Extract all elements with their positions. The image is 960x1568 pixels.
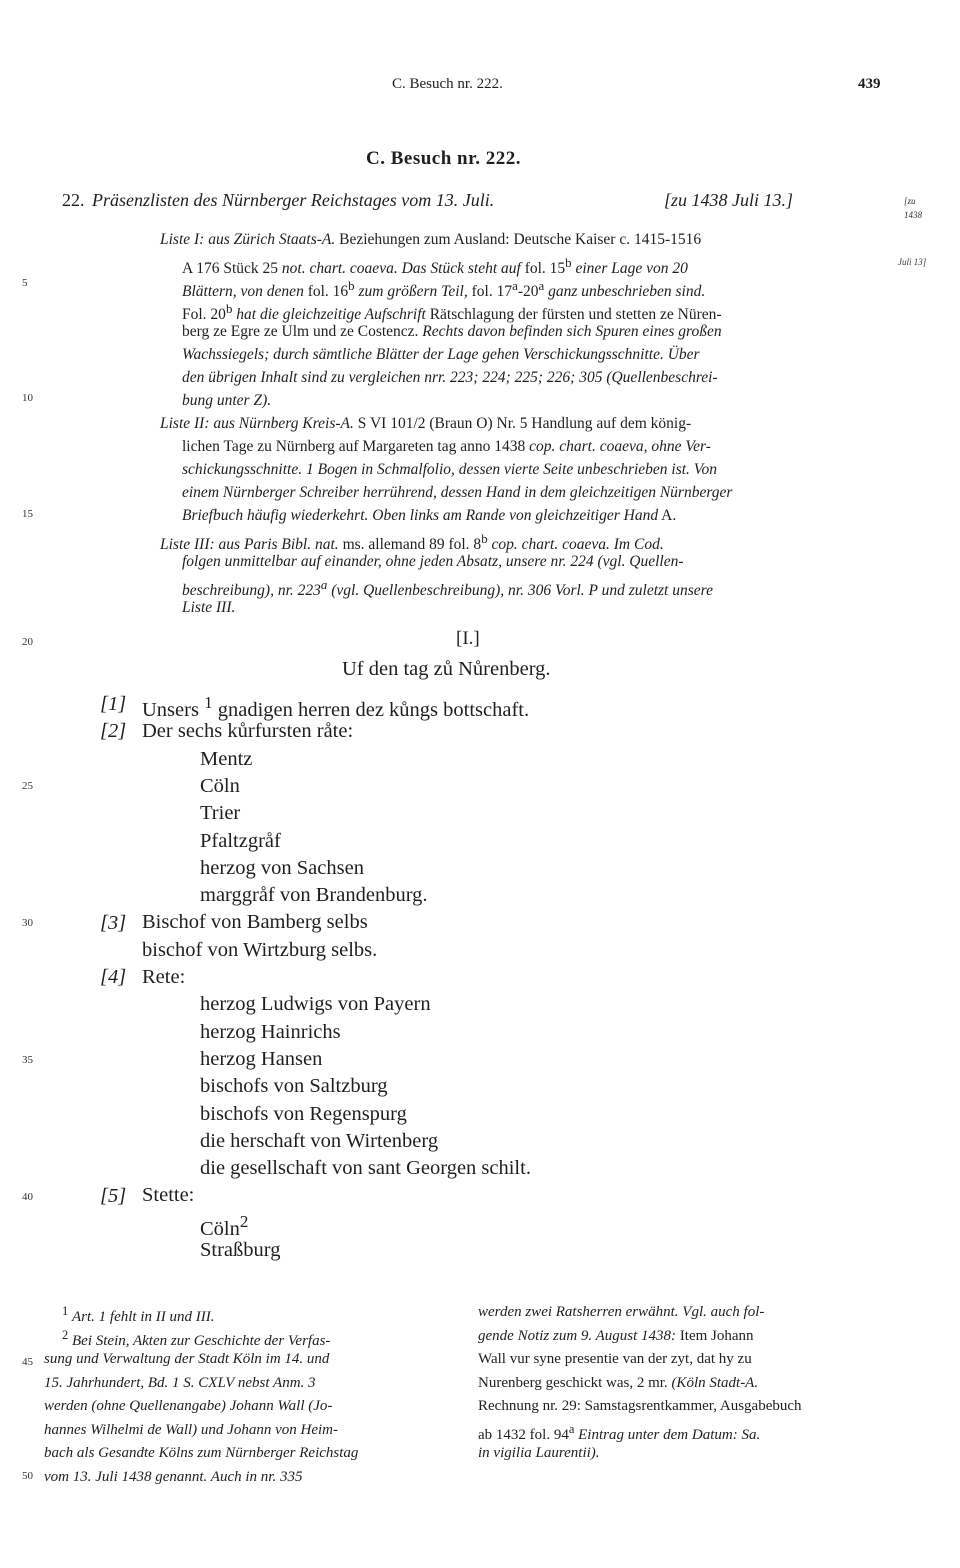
footnote-left-line: bach als Gesandte Kölns zum Nürnberger Reichstag	[44, 1445, 359, 1461]
list-entry: herzog Hainrichs	[200, 1020, 341, 1043]
list-subheading: Uf den tag zů Nůrenberg.	[342, 658, 551, 680]
list-entry: Rete:	[142, 966, 186, 988]
footnote-left-line: $^1$ Art. 1 fehlt in II und III.	[62, 1304, 215, 1325]
source-line: lichen Tage zu Nürnberg auf Margareten tag anno 1438 cop. chart. coaeva, ohne Ver-	[182, 438, 711, 455]
list-entry: Cöln$^2$	[200, 1211, 249, 1240]
source-line: folgen unmittelbar auf einander, ohne jeden Absatz, unsere nr. 224 (vgl. Quellen-	[182, 553, 684, 570]
source-line: Liste III.	[182, 599, 236, 616]
footnote-right-line: in vigilia Laurentii).	[478, 1445, 600, 1461]
line-number: 35	[22, 1054, 33, 1066]
line-number: 20	[22, 636, 33, 648]
source-line: Liste II: aus Nürnberg Kreis-A. S VI 101/2 (Braun O) Nr. 5 Handlung auf dem könig-	[160, 415, 692, 432]
list-marker-3: [3]	[100, 912, 127, 934]
line-number: 40	[22, 1191, 33, 1203]
list-entry: Straßburg	[200, 1239, 281, 1261]
margin-note-2: 1438	[904, 210, 922, 220]
source-line: A 176 Stück 25 not. chart. coaeva. Das Stück steht auf fol. 15$^b$ einer Lage von 20	[182, 255, 688, 278]
line-number: 25	[22, 780, 33, 792]
source-line: schickungsschnitte. 1 Bogen in Schmalfolio, dessen vierte Seite unbeschrieben ist. Von	[182, 461, 718, 478]
footnote-right-line: Rechnung nr. 29: Samstagsrentkammer, Ausgabebuch	[478, 1398, 802, 1414]
list-entry: Stette:	[142, 1184, 195, 1207]
list-entry: marggråf von Brandenburg.	[200, 884, 428, 907]
source-line: Blättern, von denen fol. 16$^b$ zum größern Teil, fol. 17$^a$-20$^a$ ganz unbeschrieben sind.	[182, 278, 706, 301]
doc-date: [zu 1438 Juli 13.]	[664, 190, 794, 210]
footnote-right-line: Wall vur syne presentie van der zyt, dat hy zu	[478, 1351, 752, 1367]
source-line: bung unter Z).	[182, 392, 272, 409]
list-entry: Der sechs kůrfursten råte:	[142, 720, 354, 743]
source-line: Briefbuch häufig wiederkehrt. Oben links am Rande von gleichzeitiger Hand A.	[182, 507, 677, 524]
source-line: berg ze Egre ze Ulm und ze Costencz. Rechts davon befinden sich Spuren eines großen	[182, 323, 722, 340]
footnote-left-line: $^2$ Bei Stein, Akten zur Geschichte der Verfas-	[62, 1327, 331, 1349]
line-number: 15	[22, 508, 33, 520]
footnote-left-line: sung und Verwaltung der Stadt Köln im 14. und	[44, 1351, 330, 1367]
list-marker-1: [1]	[100, 693, 127, 715]
source-line: beschreibung), nr. 223$^a$ (vgl. Quellenbeschreibung), nr. 306 Vorl. P und zuletzt unsere	[182, 577, 713, 600]
list-entry: Mentz	[200, 747, 253, 770]
list-entry: Bischof von Bamberg selbs	[142, 911, 368, 934]
list-entry: bischofs von Regenspurg	[200, 1102, 407, 1125]
running-title: C. Besuch nr. 222.	[392, 76, 503, 92]
page-number: 439	[858, 76, 881, 92]
list-entry: bischof von Wirtzburg selbs.	[142, 938, 378, 961]
source-line: Wachssiegels; durch sämtliche Blätter der Lage gehen Verschickungsschnitte. Über	[182, 346, 700, 363]
margin-note-3: Juli 13]	[898, 257, 927, 267]
footnote-left-line: werden (ohne Quellenangabe) Johann Wall (Jo-	[44, 1398, 333, 1414]
list-entry: Unsers $^1$ gnadigen herren dez kůngs bottschaft.	[142, 693, 530, 721]
source-line: den übrigen Inhalt sind zu vergleichen nrr. 223; 224; 225; 226; 305 (Quellenbeschrei-	[182, 369, 718, 386]
line-number: 30	[22, 917, 33, 929]
list-entry: Cöln	[200, 774, 240, 797]
list-entry: herzog Ludwigs von Payern	[200, 993, 431, 1016]
list-entry: die gesellschaft von sant Georgen schilt.	[200, 1157, 531, 1180]
list-marker-2: [2]	[100, 720, 127, 742]
source-line: Liste I: aus Zürich Staats-A. Beziehungen zum Ausland: Deutsche Kaiser c. 1415-1516	[160, 231, 702, 248]
doc-title: Präsenzlisten des Nürnberger Reichstages vom 13. Juli.	[92, 190, 495, 210]
section-title: C. Besuch nr. 222.	[366, 148, 522, 169]
line-number: 5	[22, 277, 28, 289]
list-marker-5: [5]	[100, 1185, 127, 1207]
list-marker-4: [4]	[100, 966, 127, 988]
list-heading: [I.]	[456, 628, 480, 649]
footnote-right-line: werden zwei Ratsherren erwähnt. Vgl. auch fol-	[478, 1304, 765, 1320]
footnote-right-line: gende Notiz zum 9. August 1438: Item Johann	[478, 1327, 754, 1344]
source-line: Liste III: aus Paris Bibl. nat. ms. allemand 89 fol. 8$^b$ cop. chart. coaeva. Im Cod.	[160, 531, 664, 554]
list-entry: Trier	[200, 802, 241, 825]
footnote-right-line: ab 1432 fol. 94$^a$ Eintrag unter dem Datum: Sa.	[478, 1421, 761, 1443]
list-entry: herzog von Sachsen	[200, 856, 364, 879]
source-line: einem Nürnberger Schreiber herrührend, dessen Hand in dem gleichzeitigen Nürnberger	[182, 484, 733, 501]
footnote-right-line: Nurenberg geschickt was, 2 mr. (Köln Stadt-A.	[478, 1374, 759, 1391]
list-entry: die herschaft von Wirtenberg	[200, 1129, 439, 1152]
list-entry: herzog Hansen	[200, 1047, 323, 1070]
line-number: 10	[22, 392, 33, 404]
list-entry: Pfaltzgråf	[200, 829, 281, 852]
source-line: Fol. 20$^b$ hat die gleichzeitige Aufschrift Rätschlagung der fürsten und stetten ze Nüren-	[182, 301, 722, 324]
margin-note-1: [zu	[904, 196, 916, 206]
line-number: 50	[22, 1470, 33, 1482]
footnote-left-line: 15. Jahrhundert, Bd. 1 S. CXLV nebst Anm. 3	[44, 1374, 316, 1391]
line-number: 45	[22, 1356, 33, 1368]
footnote-left-line: hannes Wilhelmi de Wall) und Johann von Heim-	[44, 1421, 338, 1438]
doc-number: 22.	[62, 190, 85, 210]
list-entry: bischofs von Saltzburg	[200, 1075, 388, 1098]
footnote-left-line: vom 13. Juli 1438 genannt. Auch in nr. 335	[44, 1468, 303, 1485]
